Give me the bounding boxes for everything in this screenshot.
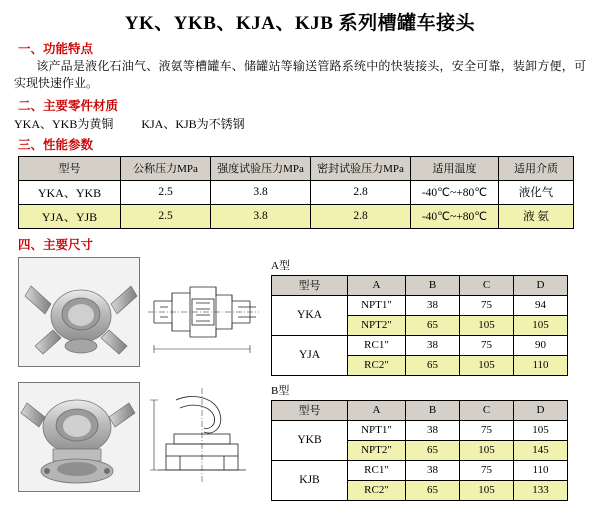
- type-a-label: A型: [271, 259, 290, 272]
- dim-cell: 133: [514, 480, 568, 500]
- dim-cell: 145: [514, 440, 568, 460]
- spec-header-cell: 适用温度: [411, 156, 499, 180]
- type-b-block: [18, 382, 600, 501]
- dim-cell: NPT1": [348, 420, 406, 440]
- spec-cell: 2.8: [311, 180, 411, 204]
- table-row: [272, 295, 568, 315]
- type-b-label: B型: [271, 384, 290, 397]
- spec-cell: 2.5: [121, 180, 211, 204]
- dim-header-cell: 型号: [272, 400, 348, 420]
- dim-header-cell: D: [514, 400, 568, 420]
- spec-cell: 液 氨: [499, 204, 574, 228]
- type-b-table-wrap: [271, 382, 568, 501]
- dim-cell: 75: [460, 295, 514, 315]
- dim-header-cell: A: [348, 400, 406, 420]
- dim-header-cell: C: [460, 400, 514, 420]
- spec-cell: 2.8: [311, 204, 411, 228]
- dim-model-cell: YKA: [272, 295, 348, 335]
- spec-cell: YJA、YJB: [19, 204, 121, 228]
- material-steel: KJA、KJB为不锈钢: [141, 116, 245, 131]
- spec-header-cell: 适用介质: [499, 156, 574, 180]
- table-row: [272, 420, 568, 440]
- dim-cell: 75: [460, 420, 514, 440]
- dim-cell: NPT2": [348, 315, 406, 335]
- dim-cell: 65: [406, 480, 460, 500]
- dim-cell: NPT1": [348, 295, 406, 315]
- table-header-row: [272, 275, 568, 295]
- dim-header-cell: B: [406, 275, 460, 295]
- dim-model-cell: KJB: [272, 460, 348, 500]
- section-1-text: 该产品是液化石油气、液氨等槽罐车、储罐站等输送管路系统中的快装接头，安全可靠，装卸方便，可实现快速作业。: [14, 59, 586, 91]
- spec-cell: -40℃~+80℃: [411, 204, 499, 228]
- photo-type-a: [18, 257, 140, 367]
- dim-cell: 65: [406, 440, 460, 460]
- page-title: YK、YKB、KJA、KJB 系列槽罐车接头: [124, 13, 476, 34]
- dim-cell: 110: [514, 355, 568, 375]
- spec-table: [18, 156, 574, 229]
- dim-cell: 105: [514, 315, 568, 335]
- dim-cell: RC2": [348, 355, 406, 375]
- dim-header-cell: D: [514, 275, 568, 295]
- dim-cell: RC2": [348, 480, 406, 500]
- spec-cell: YKA、YKB: [19, 180, 121, 204]
- type-b-table: [271, 400, 568, 501]
- dim-model-cell: YKB: [272, 420, 348, 460]
- spec-header-cell: 密封试验压力MPa: [311, 156, 411, 180]
- drawing-type-a: [146, 257, 261, 365]
- dim-cell: NPT2": [348, 440, 406, 460]
- spec-header-cell: 公称压力MPa: [121, 156, 211, 180]
- section-1-heading: 一、功能特点: [18, 42, 94, 56]
- dim-cell: 38: [406, 420, 460, 440]
- table-row: [272, 460, 568, 480]
- dim-cell: 110: [514, 460, 568, 480]
- dim-model-cell: YJA: [272, 335, 348, 375]
- dim-cell: 94: [514, 295, 568, 315]
- photo-type-b: [18, 382, 140, 492]
- dim-cell: 105: [514, 420, 568, 440]
- section-2-body: [14, 115, 600, 132]
- spec-header-cell: 强度试验压力MPa: [211, 156, 311, 180]
- spec-cell: 3.8: [211, 204, 311, 228]
- dim-cell: 75: [460, 460, 514, 480]
- dim-header-cell: 型号: [272, 275, 348, 295]
- material-brass: YKA、YKB为黄铜: [14, 116, 114, 131]
- dim-cell: RC1": [348, 460, 406, 480]
- table-row: [19, 180, 574, 204]
- section-4-heading: 四、主要尺寸: [18, 237, 94, 252]
- dim-cell: 65: [406, 355, 460, 375]
- type-a-table: [271, 275, 568, 376]
- dim-cell: 105: [460, 480, 514, 500]
- type-a-table-wrap: [271, 257, 568, 376]
- table-row: [19, 204, 574, 228]
- table-row: [272, 335, 568, 355]
- dim-cell: 38: [406, 295, 460, 315]
- table-header-row: [272, 400, 568, 420]
- section-3-heading: 三、性能参数: [18, 137, 94, 152]
- section-2-heading: 二、主要零件材质: [18, 98, 119, 113]
- spec-cell: 液化气: [499, 180, 574, 204]
- dim-cell: 75: [460, 335, 514, 355]
- dim-header-cell: C: [460, 275, 514, 295]
- dim-cell: 105: [460, 440, 514, 460]
- dim-header-cell: B: [406, 400, 460, 420]
- dim-cell: 105: [460, 315, 514, 335]
- dim-cell: 65: [406, 315, 460, 335]
- dim-cell: 38: [406, 460, 460, 480]
- dim-cell: RC1": [348, 335, 406, 355]
- drawing-type-b: [146, 382, 261, 490]
- dim-cell: 105: [460, 355, 514, 375]
- spec-cell: 2.5: [121, 204, 211, 228]
- spec-cell: -40℃~+80℃: [411, 180, 499, 204]
- spec-cell: 3.8: [211, 180, 311, 204]
- dim-cell: 38: [406, 335, 460, 355]
- type-a-block: [18, 257, 600, 376]
- document-page: [0, 8, 600, 524]
- dim-header-cell: A: [348, 275, 406, 295]
- spec-table-header-row: [19, 156, 574, 180]
- spec-header-cell: 型号: [19, 156, 121, 180]
- dim-cell: 90: [514, 335, 568, 355]
- section-1-body: [14, 58, 586, 93]
